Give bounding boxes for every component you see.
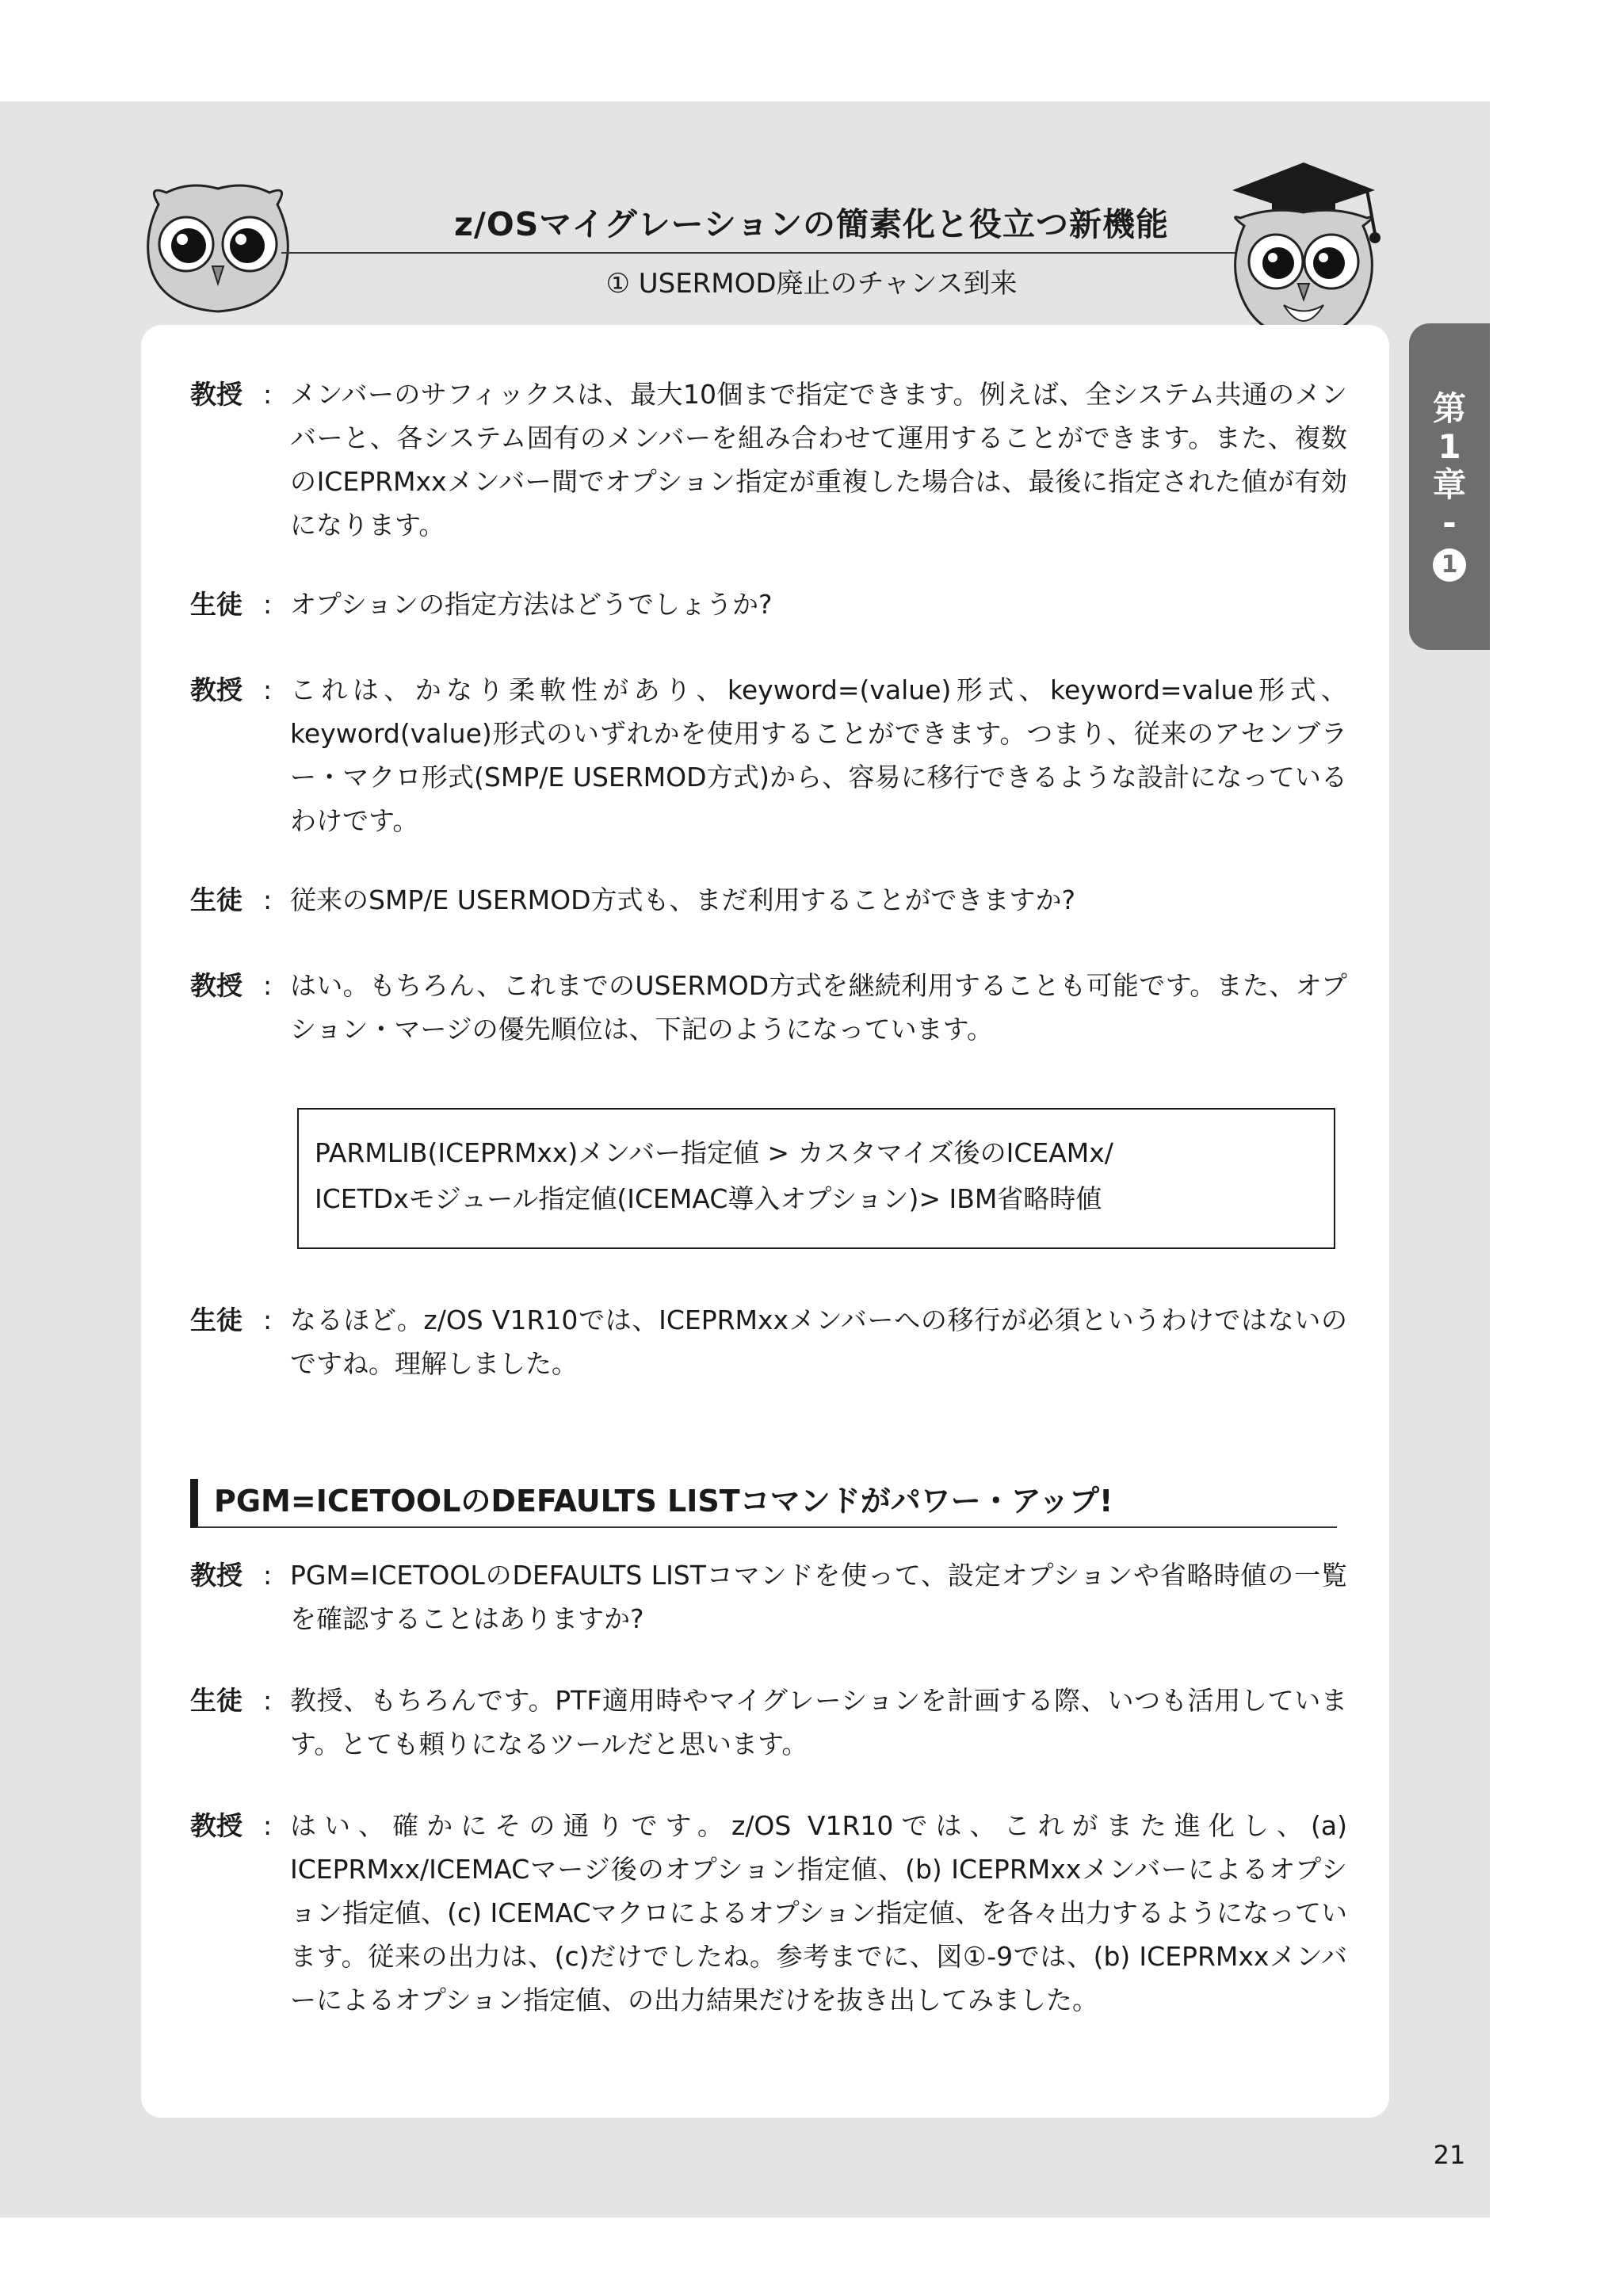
owl-professor-mascot-icon — [1216, 159, 1391, 341]
colon: : — [263, 589, 273, 620]
speaker-label: 教授 — [190, 1810, 242, 1841]
speaker-label: 生徒 — [190, 884, 242, 915]
dialogue-text: メンバーのサフィックスは、最大10個まで指定できます。例えば、全システム共通のメンバーと、各システム固有のメンバーを組み合わせて運用することができます。また、複数のICEPRMxxメンバー間でオプション指定が重複した場合は、最後に指定された値が有効になります。 — [290, 379, 1347, 541]
chapter-char: - — [1442, 503, 1457, 542]
dialogue-text: オプションの指定方法はどうでしょうか? — [290, 589, 773, 620]
speaker-label: 教授 — [190, 970, 242, 1001]
dialogue-text: はい。もちろん、これまでのUSERMOD方式を継続利用することも可能です。また、オプション・マージの優先順位は、下記のようになっています。 — [290, 970, 1347, 1045]
colon: : — [263, 1560, 273, 1591]
colon: : — [263, 1305, 273, 1335]
page-subtitle: ① USERMOD廃止のチャンス到来 — [605, 268, 1018, 300]
chapter-char: 第 — [1432, 389, 1466, 428]
speaker-label: 生徒 — [190, 1685, 242, 1716]
section-heading: PGM=ICETOOLのDEFAULTS LISTコマンドがパワー・アップ! — [190, 1479, 1337, 1528]
dialogue-entry — [190, 878, 1347, 922]
dialogue-entry — [190, 1553, 1347, 1641]
colon: : — [263, 970, 273, 1001]
colon: : — [263, 674, 273, 705]
speaker-label: 生徒 — [190, 1305, 242, 1335]
priority-line: PARMLIB(ICEPRMxx)メンバー指定値 > カスタマイズ後のICEAMx/ — [315, 1137, 1113, 1168]
dialogue-entry — [190, 372, 1347, 547]
speaker-label: 生徒 — [190, 589, 242, 620]
colon: : — [263, 1810, 273, 1841]
dialogue-entry — [190, 1298, 1347, 1385]
header-divider — [281, 252, 1343, 254]
dialogue-text: はい、確かにその通りです。z/OS V1R10では、これがまた進化し、(a) ICEPRMxx/ICEMACマージ後のオプション指定値、(b) ICEPRMxxメンバーによるオプション指定値、(c) ICEMACマクロによるオプション指定値、を各々出力するようになっています。従来の出力は、(c)だけでしたね。参考までに、図①-9では、(b) ICEPRMxxメンバーによるオプション指定値、の出力結果だけを抜き出してみました。 — [290, 1810, 1347, 2015]
speaker-label: 教授 — [190, 1560, 242, 1591]
dialogue-text: 従来のSMP/E USERMOD方式も、まだ利用することができますか? — [290, 884, 1076, 915]
page-title: z/OSマイグレーションの簡素化と役立つ新機能 — [454, 205, 1169, 243]
colon: : — [263, 379, 273, 410]
dialogue-entry — [190, 668, 1347, 842]
speaker-label: 教授 — [190, 379, 242, 410]
dialogue-text: これは、かなり柔軟性があり、keyword=(value)形式、keyword=value形式、keyword(value)形式のいずれかを使用することができます。つまり、従来のアセンブラー・マクロ形式(SMP/E USERMOD方式)から、容易に移行できるような設計になっているわけです。 — [290, 674, 1347, 836]
page-number: 21 — [1433, 2140, 1466, 2170]
dialogue-entry — [190, 583, 1347, 626]
dialogue-text: PGM=ICETOOLのDEFAULTS LISTコマンドを使って、設定オプションや省略時値の一覧を確認することはありますか? — [290, 1560, 1347, 1634]
chapter-number-badge: 1 — [1433, 548, 1466, 582]
priority-box — [297, 1108, 1335, 1249]
dialogue-entry — [190, 1804, 1347, 2022]
priority-line: ICETDxモジュール指定値(ICEMAC導入オプション)> IBM省略時値 — [315, 1183, 1102, 1214]
dialogue-entry — [190, 964, 1347, 1051]
dialogue-text: 教授、もちろんです。PTF適用時やマイグレーションを計画する際、いつも活用しています。とても頼りになるツールだと思います。 — [290, 1685, 1347, 1759]
speaker-label: 教授 — [190, 674, 242, 705]
colon: : — [263, 884, 273, 915]
chapter-char: 1 — [1438, 427, 1461, 466]
dialogue-entry — [190, 1679, 1347, 1766]
chapter-char: 章 — [1432, 465, 1466, 504]
chapter-tab[interactable] — [1409, 323, 1490, 650]
dialogue-text: なるほど。z/OS V1R10では、ICEPRMxxメンバーへの移行が必須というわけではないのですね。理解しました。 — [290, 1305, 1347, 1379]
colon: : — [263, 1685, 273, 1716]
